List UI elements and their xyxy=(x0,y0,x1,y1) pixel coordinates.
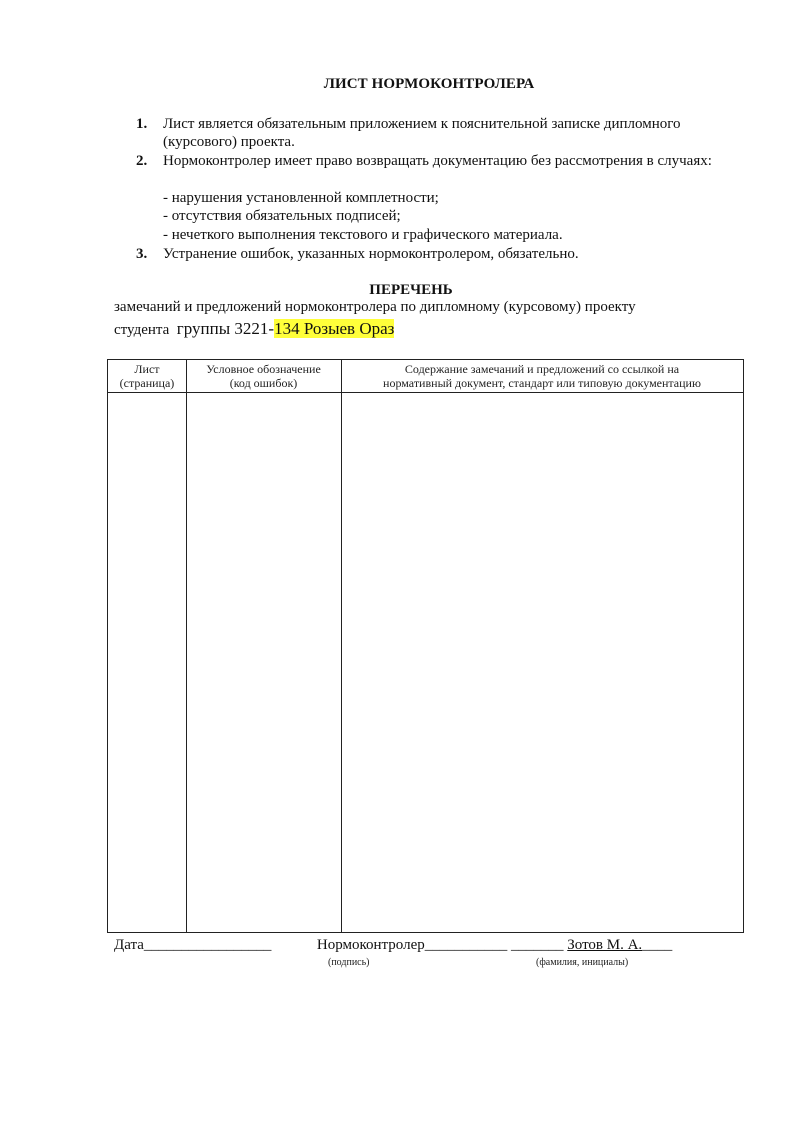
controller-name: Зотов М. А. xyxy=(567,937,643,953)
student-name-highlight: 134 Розыев Ораз xyxy=(274,319,395,338)
table-header-content: Содержание замечаний и предложений со ссылкой на нормативный документ, стандарт или типовую документацию xyxy=(383,362,701,390)
sub-item: - отсутствия обязательных подписей; xyxy=(163,208,401,224)
document-title: ЛИСТ НОРМОКОНТРОЛЕРА xyxy=(323,76,535,92)
signature-caption: (подпись) xyxy=(328,957,370,968)
signature-blank: ___________ xyxy=(424,937,508,953)
date-label: Дата xyxy=(114,937,144,953)
table-header-code: Условное обозначение (код ошибок) xyxy=(206,362,321,390)
column-divider xyxy=(186,360,187,932)
sub-item: - нечеткого выполнения текстового и графического материала. xyxy=(163,227,563,243)
group-label: группы 3221- xyxy=(176,319,275,338)
date-blank: _________________ xyxy=(143,937,272,953)
list-description: замечаний и предложений нормоконтролера по дипломному (курсовому) проекту xyxy=(114,299,636,315)
item-text: Устранение ошибок, указанных нормоконтролером, обязательно. xyxy=(163,246,579,262)
list-header: ПЕРЕЧЕНЬ xyxy=(369,282,453,298)
name-suffix-blank: ____ xyxy=(642,937,673,953)
header-divider xyxy=(108,392,743,393)
item-text: Нормоконтролер имеет право возвращать документацию без рассмотрения в случаях: xyxy=(163,153,712,169)
item-number: 3. xyxy=(136,246,148,262)
column-divider xyxy=(341,360,342,932)
table-header-sheet: Лист (страница) xyxy=(119,362,175,390)
item-number: 1. xyxy=(136,116,148,132)
signature-row xyxy=(114,937,754,954)
student-line xyxy=(114,319,394,339)
controller-label: Нормоконтролер xyxy=(316,937,425,953)
item-text: Лист является обязательным приложением к пояснительной записке дипломного (курсового) проекта. xyxy=(163,116,681,150)
name-prefix-blank: _______ xyxy=(511,937,564,953)
item-number: 2. xyxy=(136,153,148,169)
name-caption: (фамилия, инициалы) xyxy=(536,957,629,968)
sub-item: - нарушения установленной комплетности; xyxy=(163,190,439,206)
remarks-table xyxy=(107,359,744,933)
student-prefix: студента xyxy=(114,322,170,338)
